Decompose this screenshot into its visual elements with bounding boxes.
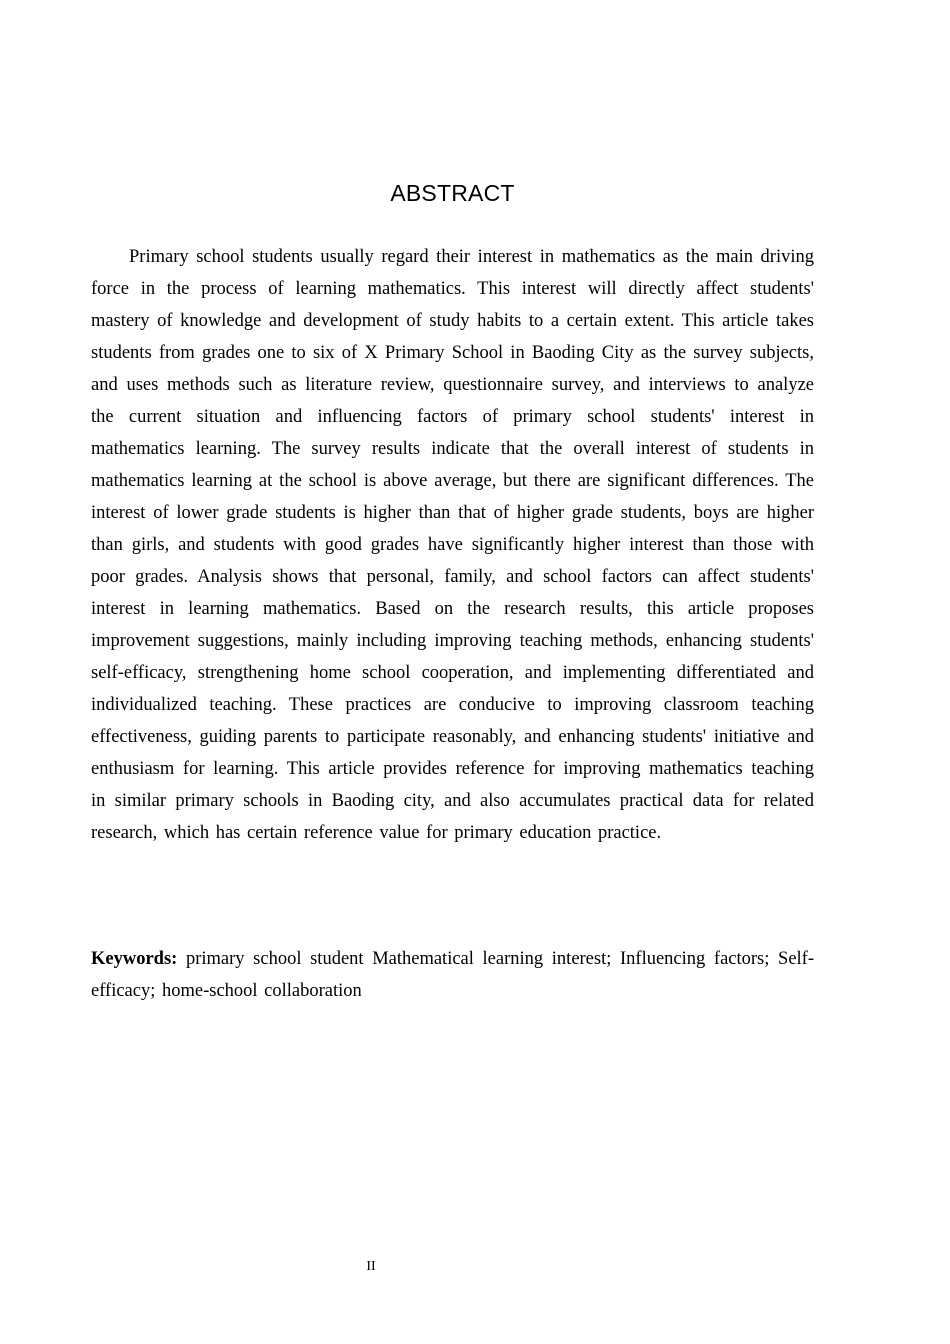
keywords-paragraph: [91, 943, 814, 1007]
abstract-paragraph: Primary school students usually regard their interest in mathematics as the main driving force in the process of learning mathematics. This interest will directly affect students' mastery of knowledge and development of study habits to a certain extent. This article takes students from grades one to six of X Primary School in Baoding City as the survey subjects, and uses methods such as literature review, questionnaire survey, and interviews to analyze the current situation and influencing factors of primary school students' interest in mathematics learning. The survey results indicate that the overall interest of students in mathematics learning at the school is above average, but there are significant differences. The interest of lower grade students is higher than that of higher grade students, boys are higher than girls, and students with good grades have significantly higher interest than those with poor grades. Analysis shows that personal, family, and school factors can affect students' interest in learning mathematics. Based on the research results, this article proposes improvement suggestions, mainly including improving teaching methods, enhancing students' self-efficacy, strengthening home school cooperation, and implementing differentiated and individualized teaching. These practices are conducive to improving classroom teaching effectiveness, guiding parents to participate reasonably, and enhancing students' initiative and enthusiasm for learning. This article provides reference for improving mathematics teaching in similar primary schools in Baoding city, and also accumulates practical data for related research, which has certain reference value for primary education practice.: [91, 247, 814, 843]
keywords-text: primary school student Mathematical learning interest; Influencing factors; Self-efficacy; home-school collaboration: [91, 949, 815, 1001]
keywords-label: Keywords:: [91, 949, 178, 969]
page-number: II: [366, 1259, 376, 1274]
abstract-title: ABSTRACT: [390, 180, 515, 206]
